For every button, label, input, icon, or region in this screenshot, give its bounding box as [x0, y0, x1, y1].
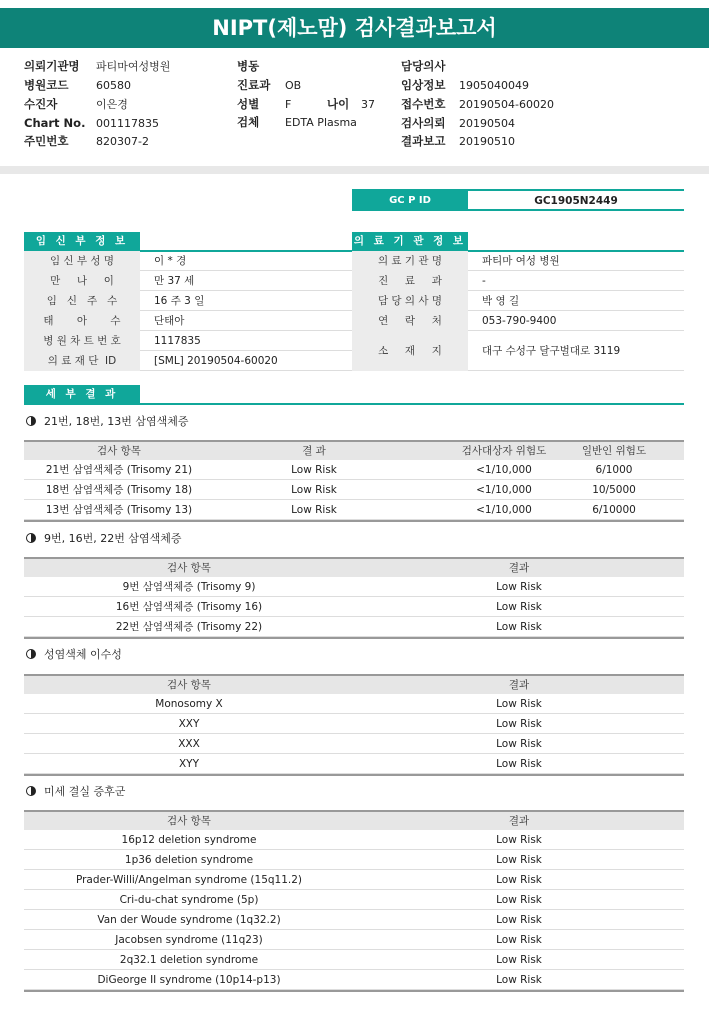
table-row	[24, 910, 684, 930]
dept-label: 진료과	[237, 78, 271, 92]
request-value: 20190504	[459, 117, 515, 130]
table-row	[24, 714, 684, 734]
table-header	[24, 557, 684, 577]
column-header: 결과	[508, 679, 530, 691]
column-header: 결과	[508, 815, 530, 827]
column-header: 결 과	[302, 445, 326, 457]
hospital-code-value: 60580	[96, 79, 131, 92]
column-header: 검사 항목	[167, 562, 211, 574]
table-row	[24, 617, 684, 637]
table-cell: Low Risk	[496, 954, 542, 966]
table-row	[24, 480, 684, 500]
chart-value: 001117835	[96, 117, 159, 130]
info-row-value: 박 영 길	[482, 295, 520, 307]
institution-value: 파티마여성병원	[96, 60, 171, 73]
table-cell: Low Risk	[496, 894, 542, 906]
table2-heading	[26, 531, 181, 547]
table-row	[24, 754, 684, 774]
table-cell: Low Risk	[291, 484, 337, 496]
table-cell: Jacobsen syndrome (11q23)	[115, 934, 263, 946]
table-cell: 2q32.1 deletion syndrome	[119, 954, 259, 966]
table-cell: Van der Woude syndrome (1q32.2)	[97, 914, 281, 926]
institution-info-tab: 의 료 기 관 정 보	[352, 232, 468, 250]
info-row	[352, 311, 684, 331]
info-row	[24, 291, 352, 311]
clinical-value: 1905040049	[459, 79, 529, 92]
table-header	[24, 440, 684, 460]
info-row-label: 의 료 기 관 명	[352, 251, 468, 271]
age-label: 나이	[327, 97, 350, 111]
table-cell: Low Risk	[496, 698, 542, 710]
table-cell: Low Risk	[496, 601, 542, 613]
receipt-value: 20190504-60020	[459, 98, 554, 111]
table-row	[24, 890, 684, 910]
info-row	[352, 251, 684, 271]
info-row	[352, 331, 684, 371]
table-cell: Monosomy X	[155, 698, 223, 710]
info-row-label: 임 신 주 수	[24, 291, 140, 311]
table-row	[24, 970, 684, 990]
table-cell: <1/10,000	[476, 484, 532, 496]
info-row	[24, 271, 352, 291]
half-circle-icon	[26, 786, 36, 796]
table-cell: Low Risk	[496, 758, 542, 770]
table2-heading-text: 9번, 16번, 22번 삼염색체증	[44, 532, 182, 545]
table-cell: 18번 삼염색체증 (Trisomy 18)	[45, 484, 193, 496]
table-cell: 21번 삼염색체증 (Trisomy 21)	[45, 464, 193, 476]
institution-label: 의뢰기관명	[24, 59, 80, 73]
table-cell: Low Risk	[496, 934, 542, 946]
info-row	[24, 331, 352, 351]
table-cell: Low Risk	[291, 504, 337, 516]
receipt-label: 접수번호	[401, 97, 446, 111]
info-row-value: 이 * 경	[154, 255, 187, 267]
table4-heading	[26, 784, 125, 800]
age-value: 37	[361, 98, 375, 111]
ward-label: 병동	[237, 59, 260, 73]
table3-heading-text: 성염색체 이수성	[44, 648, 122, 661]
table-cell: Low Risk	[496, 914, 542, 926]
table-cell: Low Risk	[496, 974, 542, 986]
info-row-value: [SML] 20190504-60020	[154, 355, 278, 367]
gcpid-value: GC1905N2449	[468, 191, 684, 211]
table-cell: 22번 삼염색체증 (Trisomy 22)	[115, 621, 263, 633]
info-row-label: 의 료 재 단 ID	[24, 351, 140, 371]
table-header	[24, 810, 684, 830]
info-row-label: 연 락 처	[352, 311, 468, 331]
info-row	[352, 271, 684, 291]
info-row-value: -	[482, 275, 486, 287]
table-header	[24, 674, 684, 694]
table-cell: XYY	[178, 758, 200, 770]
hospital-code-label: 병원코드	[24, 78, 69, 92]
info-row-label: 병 원 차 트 번 호	[24, 331, 140, 351]
table-cell: Low Risk	[496, 738, 542, 750]
info-row	[24, 251, 352, 271]
table-row	[24, 850, 684, 870]
column-header: 검사대상자 위험도	[461, 445, 547, 457]
info-row-label: 태 아 수	[24, 311, 140, 331]
table-bottom-rule	[24, 990, 684, 992]
table-cell: XXY	[178, 718, 200, 730]
table-cell: Low Risk	[496, 581, 542, 593]
info-row-value: 단태아	[154, 315, 185, 327]
table-cell: Low Risk	[496, 718, 542, 730]
table-cell: Low Risk	[496, 874, 542, 886]
detail-result-tab: 세 부 결 과	[24, 385, 140, 403]
table1-heading	[26, 414, 188, 430]
info-row	[24, 311, 352, 331]
info-row	[24, 351, 352, 371]
table-cell: 9번 삼염색체증 (Trisomy 9)	[122, 581, 256, 593]
table-row	[24, 734, 684, 754]
request-label: 검사의뢰	[401, 116, 446, 130]
report-date-label: 결과보고	[401, 134, 446, 148]
info-row-value: 053-790-9400	[482, 315, 557, 327]
table-row	[24, 930, 684, 950]
table-cell: Cri-du-chat syndrome (5p)	[119, 894, 259, 906]
info-row-value: 대구 수성구 달구벌대로 3119	[482, 345, 621, 357]
table-cell: Low Risk	[496, 854, 542, 866]
specimen-label: 검체	[237, 115, 260, 129]
column-header: 검사 항목	[167, 679, 211, 691]
doctor-label: 담당의사	[401, 59, 446, 73]
report-date-value: 20190510	[459, 135, 515, 148]
table-cell: <1/10,000	[476, 464, 532, 476]
info-row-label: 소 재 지	[352, 331, 468, 371]
table-row	[24, 950, 684, 970]
chart-label: Chart No.	[24, 116, 86, 130]
header-divider	[0, 166, 709, 174]
info-row-label: 담 당 의 사 명	[352, 291, 468, 311]
half-circle-icon	[26, 533, 36, 543]
table-row	[24, 460, 684, 480]
table-row	[24, 694, 684, 714]
column-header: 결과	[508, 562, 530, 574]
info-row	[352, 291, 684, 311]
patient-value: 이은경	[96, 98, 128, 111]
table-cell: XXX	[178, 738, 200, 750]
info-row-label: 임 신 부 성 명	[24, 251, 140, 271]
table4-heading-text: 미세 결실 증후군	[44, 785, 126, 798]
detail-result-tabline	[24, 403, 684, 405]
resident-value: 820307-2	[96, 135, 149, 148]
report-title: NIPT(제노맘) 검사결과보고서	[0, 8, 709, 48]
table-bottom-rule	[24, 637, 684, 639]
info-row-value: 16 주 3 일	[154, 295, 205, 307]
table-row	[24, 830, 684, 850]
table-cell: Low Risk	[496, 621, 542, 633]
table-row	[24, 597, 684, 617]
table-cell: Low Risk	[496, 834, 542, 846]
info-row-label: 만 나 이	[24, 271, 140, 291]
table-cell: 16번 삼염색체증 (Trisomy 16)	[115, 601, 263, 613]
resident-label: 주민번호	[24, 134, 69, 148]
half-circle-icon	[26, 649, 36, 659]
column-header: 일반인 위험도	[581, 445, 647, 457]
info-row-value: 파티마 여성 병원	[482, 255, 560, 267]
patient-label: 수진자	[24, 97, 58, 111]
sex-label: 성별	[237, 97, 260, 111]
gcpid-label: GC P ID	[352, 191, 468, 211]
header-info	[0, 56, 709, 166]
table-cell: Low Risk	[291, 464, 337, 476]
dept-value: OB	[285, 79, 302, 92]
specimen-value: EDTA Plasma	[285, 116, 357, 129]
gcpid-box	[352, 191, 684, 211]
column-header: 검사 항목	[97, 445, 141, 457]
table-bottom-rule	[24, 520, 684, 522]
table-bottom-rule	[24, 774, 684, 776]
pregnant-info-tab: 임 신 부 정 보	[24, 232, 140, 250]
table-cell: 1p36 deletion syndrome	[124, 854, 254, 866]
half-circle-icon	[26, 416, 36, 426]
table-cell: <1/10,000	[476, 504, 532, 516]
info-row-label: 진 료 과	[352, 271, 468, 291]
table-cell: 10/5000	[592, 484, 636, 496]
table-cell: DiGeorge II syndrome (10p14-p13)	[97, 974, 281, 986]
clinical-label: 임상정보	[401, 78, 446, 92]
column-header: 검사 항목	[167, 815, 211, 827]
sex-value: F	[285, 98, 292, 111]
table-row	[24, 870, 684, 890]
table-cell: 13번 삼염색체증 (Trisomy 13)	[45, 504, 193, 516]
table-cell: Prader-Willi/Angelman syndrome (15q11.2)	[75, 874, 303, 886]
info-row-value: 만 37 세	[154, 275, 195, 287]
info-row-value: 1117835	[154, 335, 201, 347]
table-row	[24, 577, 684, 597]
table-cell: 6/10000	[592, 504, 636, 516]
table-row	[24, 500, 684, 520]
table-cell: 6/1000	[595, 464, 633, 476]
table-cell: 16p12 deletion syndrome	[121, 834, 257, 846]
table1-heading-text: 21번, 18번, 13번 삼염색체증	[44, 415, 189, 428]
table3-heading	[26, 647, 122, 663]
